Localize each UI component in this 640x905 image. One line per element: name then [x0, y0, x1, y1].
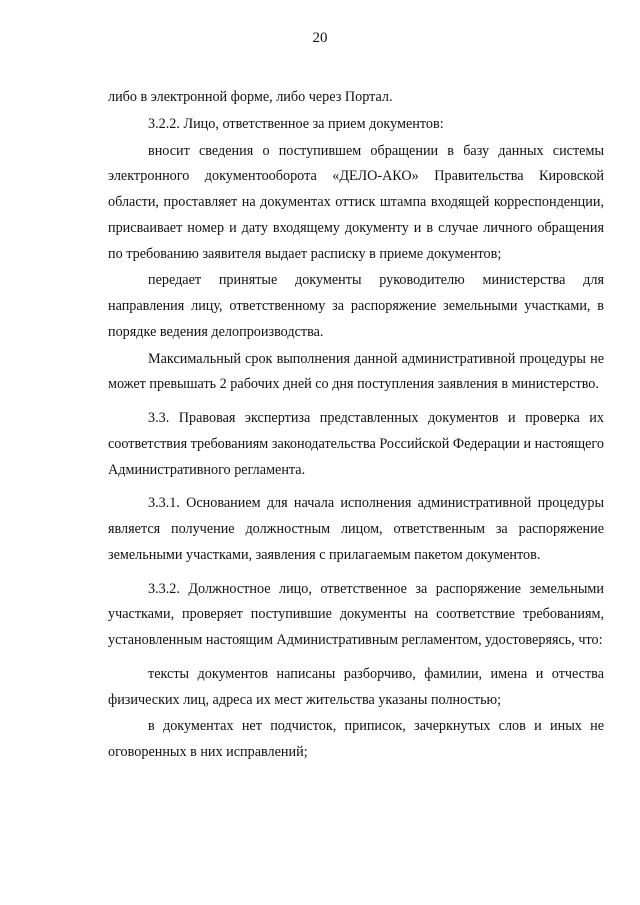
- paragraph-no-corrections: в документах нет подчисток, приписок, зачеркнутых слов и иных не оговоренных в них исправлений;: [108, 718, 604, 760]
- paragraph-3-3-1: 3.3.1. Основанием для начала исполнения административной процедуры является получение должностным лицом, ответственным за распоряжение земельными участками, заявления с прилагаемым пакетом документов.: [108, 495, 604, 563]
- document-body: [108, 85, 604, 766]
- paragraph-3-3-2: 3.3.2. Должностное лицо, ответственное за распоряжение земельными участками, проверяет поступившие документы на соответствие требованиям, установленным настоящим Административным регламентом, удостоверяясь, что:: [108, 580, 604, 648]
- paragraph-continuation: либо в электронной форме, либо через Портал.: [108, 89, 393, 105]
- paragraph-transfer: передает принятые документы руководителю министерства для направления лицу, ответственному за распоряжение земельными участками, в порядке ведения делопроизводства.: [108, 272, 604, 340]
- paragraph-legibility: тексты документов написаны разборчиво, фамилии, имена и отчества физических лиц, адреса их мест жительства указаны полностью;: [108, 665, 604, 708]
- paragraph-max-term: Максимальный срок выполнения данной административной процедуры не может превышать 2 рабочих дней со дня поступления заявления в министерство.: [108, 350, 604, 393]
- paragraph-3-2-2: 3.2.2. Лицо, ответственное за прием документов:: [148, 115, 444, 132]
- page-number: 20: [312, 30, 328, 46]
- paragraph-3-3: 3.3. Правовая экспертиза представленных документов и проверка их соответствия требованиям законодательства Российской Федерации и настоящего Административного регламента.: [108, 410, 604, 478]
- paragraph-registration: вносит сведения о поступившем обращении в базу данных системы электронного документооборота «ДЕЛО-АКО» Правительства Кировской области, проставляет на документах оттиск штампа входящей корреспонденции, присваивает номер и дату входящему документу и в случае личного обращения по требованию заявителя выдает расписку в приеме документов;: [108, 142, 604, 262]
